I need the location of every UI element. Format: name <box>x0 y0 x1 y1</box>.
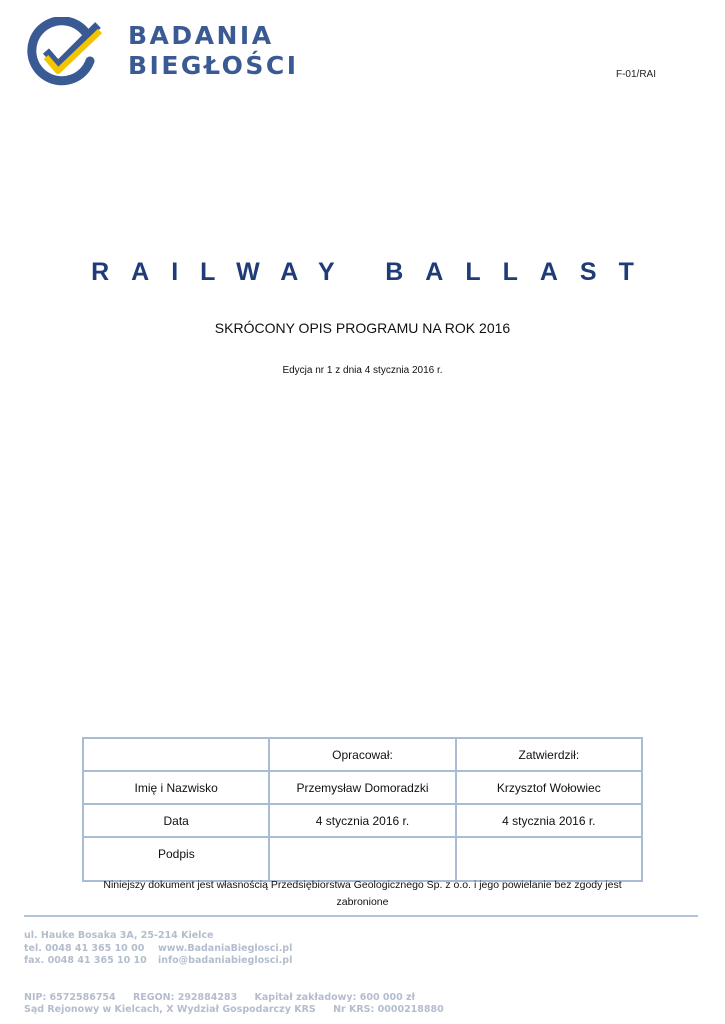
table-row <box>83 771 642 804</box>
footer-court: Sąd Rejonowy w Kielcach, X Wydział Gospodarczy KRS <box>24 1004 316 1015</box>
approved-date: 4 stycznia 2016 r. <box>456 804 642 837</box>
footer-regon: REGON: 292884283 <box>132 991 238 1003</box>
footer-krs: Nr KRS: 0000218880 <box>333 1004 444 1015</box>
header-prepared-by: Opracował: <box>269 738 455 771</box>
approved-signature <box>456 837 642 881</box>
footer-divider <box>24 915 698 917</box>
document-subtitle: SKRÓCONY OPIS PROGRAMU NA ROK 2016 <box>214 320 511 336</box>
prepared-signature <box>269 837 455 881</box>
row-label-name: Imię i Nazwisko <box>83 771 269 804</box>
table-row <box>83 804 642 837</box>
prepared-by-name: Przemysław Domoradzki <box>269 771 455 804</box>
document-id: F-01/RAI <box>615 69 656 80</box>
logo-line-1: BADANIA <box>128 21 274 50</box>
logo-wordmark <box>128 21 299 81</box>
row-label-signature: Podpis <box>83 837 269 881</box>
logo-line-2: BIEGŁOŚCI <box>128 51 299 80</box>
header-empty-cell <box>83 738 269 771</box>
table-header-row <box>83 738 642 771</box>
footer-address: ul. Hauke Bosaka 3A, 25-214 Kielce <box>24 930 214 941</box>
approval-table <box>82 737 643 882</box>
company-logo <box>24 17 299 87</box>
edition-line: Edycja nr 1 z dnia 4 stycznia 2016 r. <box>282 365 443 376</box>
footer-capital: Kapitał zakładowy: 600 000 zł <box>254 991 416 1003</box>
footer-email: info@badaniabieglosci.pl <box>158 955 293 966</box>
ownership-notice: Niniejszy dokument jest własnością Przedsiębiorstwa Geologicznego Sp. z o.o. i jego powielanie bez zgody jest zabronione <box>103 879 622 908</box>
header-approved-by: Zatwierdził: <box>456 738 642 771</box>
footer-tel: tel. 0048 41 365 10 00 <box>24 942 145 954</box>
checkmark-circle-logo-icon <box>24 17 102 87</box>
prepared-date: 4 stycznia 2016 r. <box>269 804 455 837</box>
footer-website: www.BadaniaBieglosci.pl <box>158 942 293 954</box>
footer-fax: fax. 0048 41 365 10 10 <box>24 955 147 966</box>
footer-nip: NIP: 6572586754 <box>24 991 116 1003</box>
company-footer <box>24 930 458 1017</box>
table-row <box>83 837 642 881</box>
row-label-date: Data <box>83 804 269 837</box>
approved-by-name: Krzysztof Wołowiec <box>456 771 642 804</box>
document-title: RAILWAY BALLAST <box>91 258 656 286</box>
